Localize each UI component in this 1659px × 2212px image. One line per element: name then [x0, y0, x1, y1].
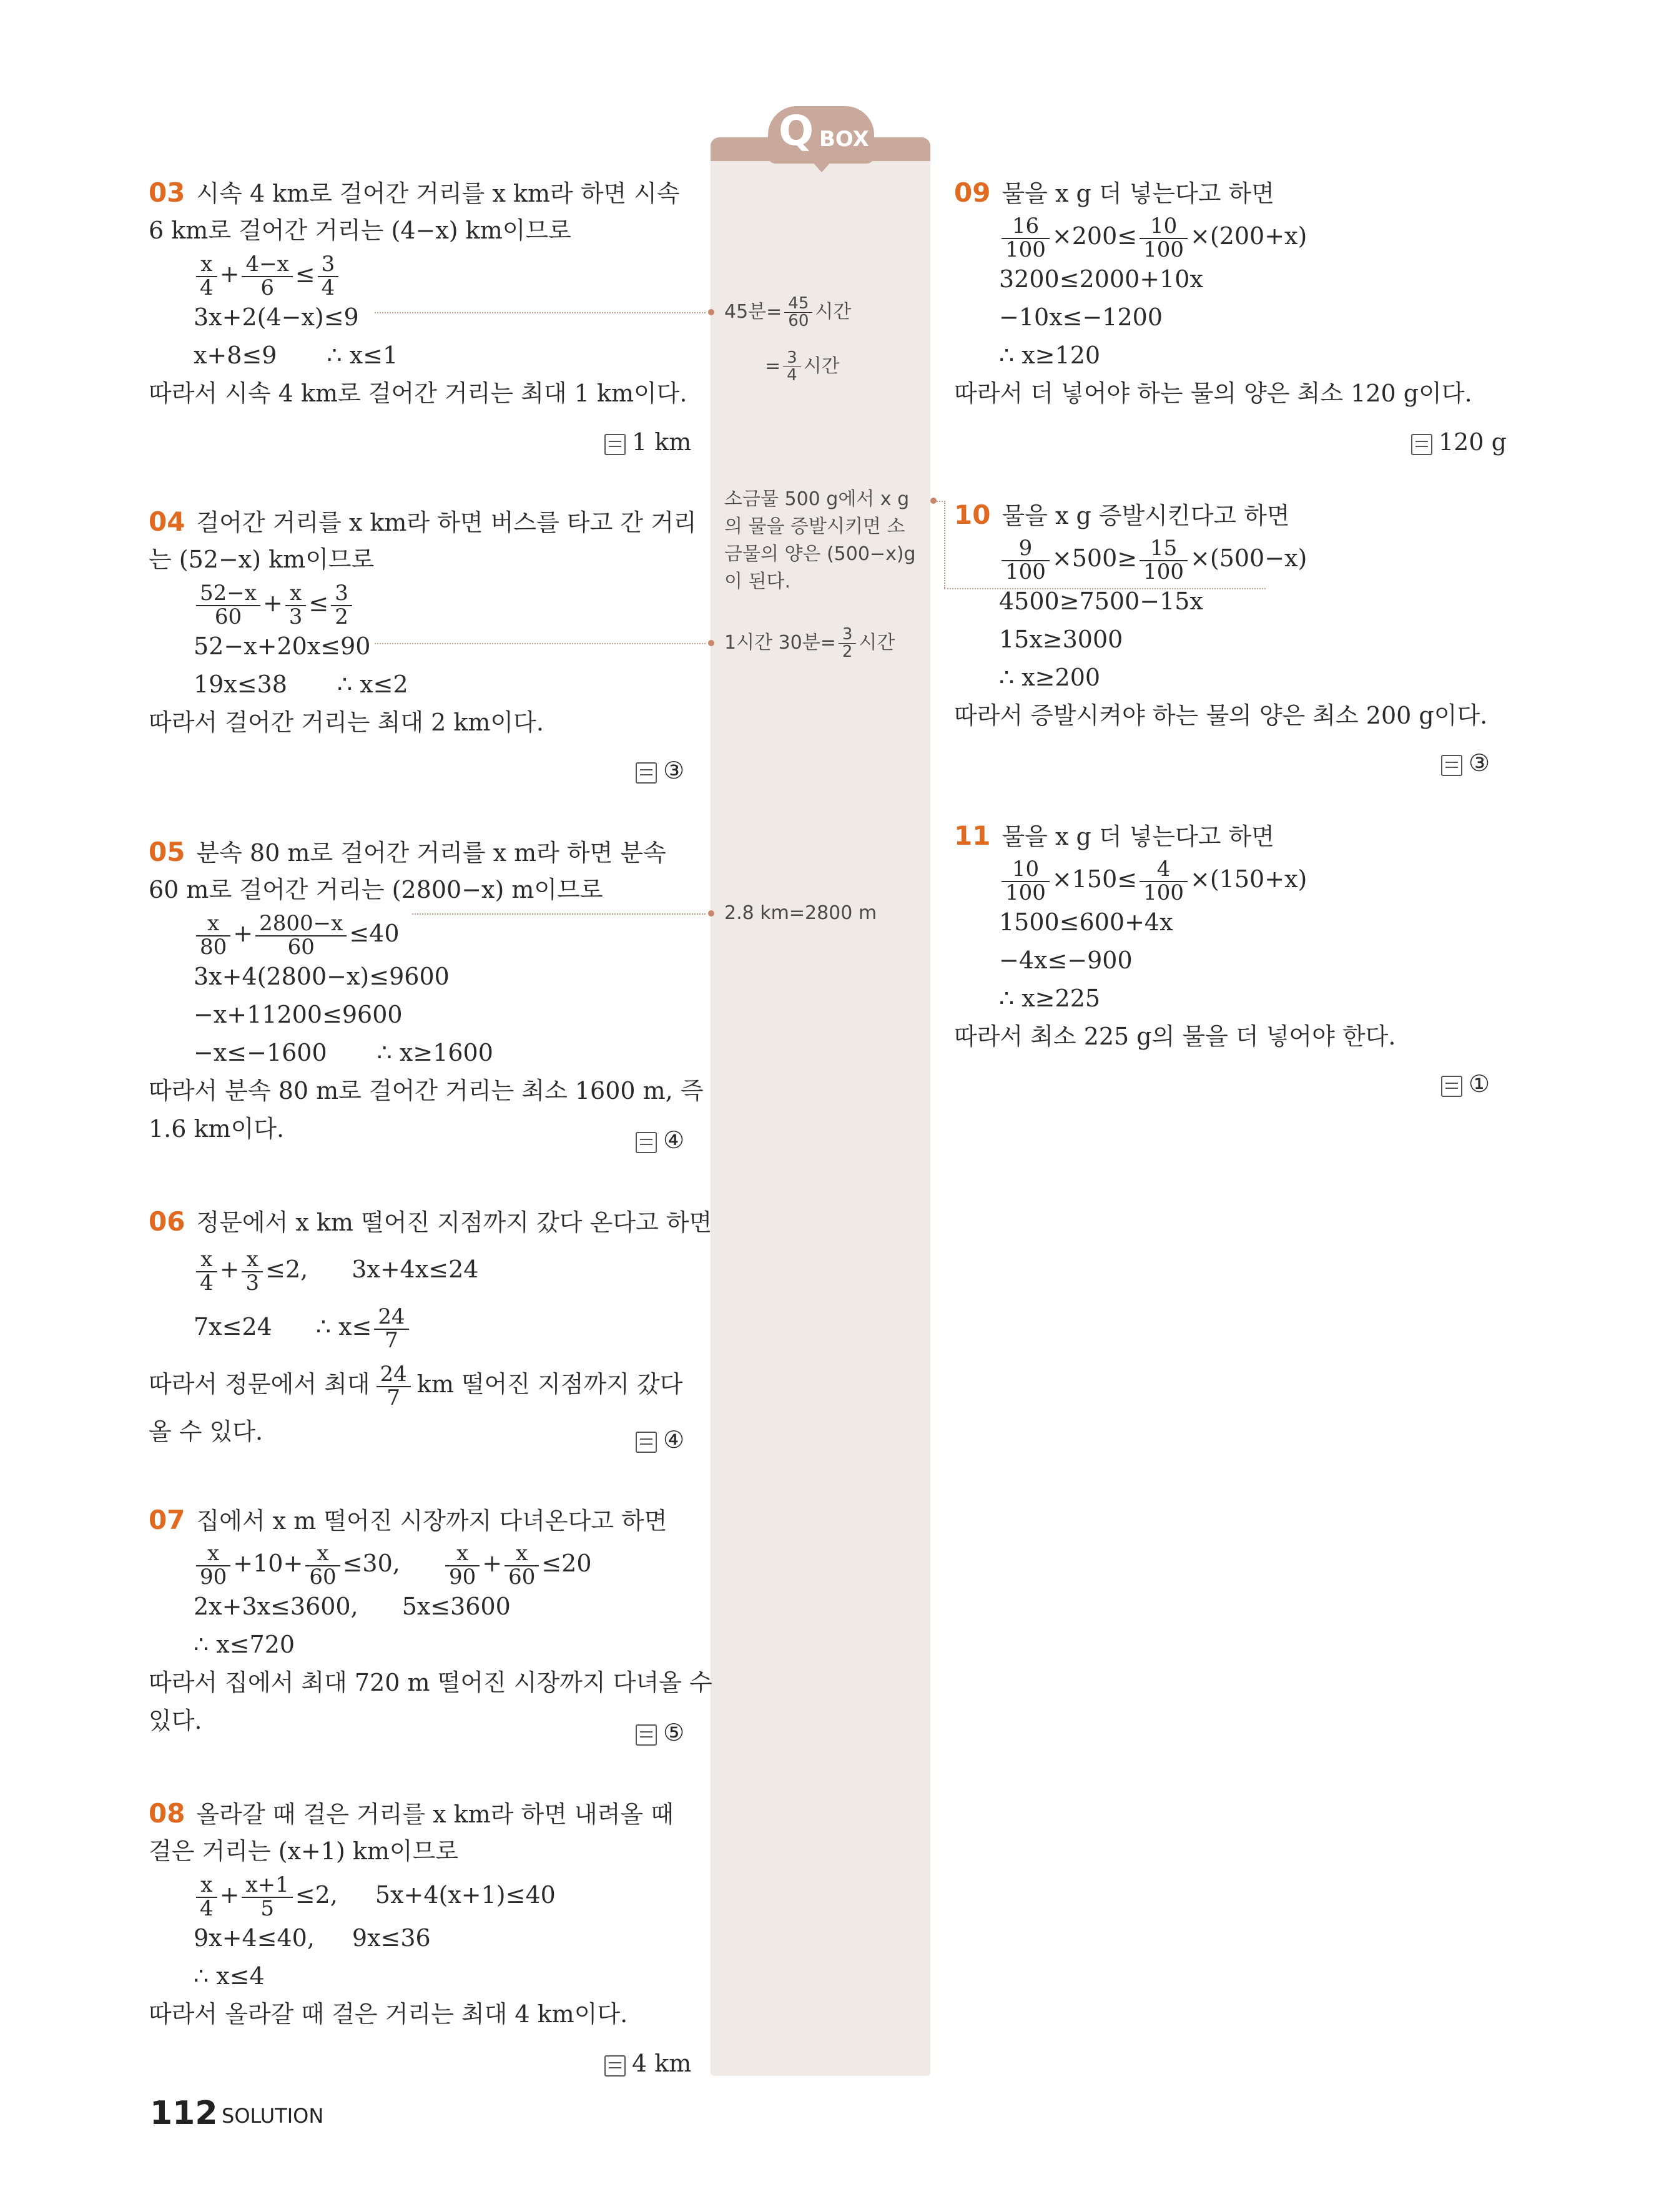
equation: ≤40 — [349, 920, 400, 947]
fraction: $\frac{x}{4}$ — [196, 253, 217, 299]
conclusion-text: 따라서 정문에서 최대 — [149, 1370, 370, 1398]
leader-line — [375, 643, 706, 644]
qbox-pointer — [812, 161, 832, 172]
leader-dot — [708, 910, 714, 917]
problem-text: 물을 x g 증발시킨다고 하면 — [1002, 502, 1290, 529]
equation: 4500≥7500−15x — [999, 587, 1203, 615]
answer-value: ① — [1469, 1070, 1490, 1098]
qbox-note-time-conversion: 45분= $\frac{45}{60}$ 시간 — [724, 293, 852, 330]
footer-label: SOLUTION — [222, 2104, 324, 2128]
equation: 9x+4≤40, — [194, 1924, 315, 1952]
problem-text: 는 (52−x) km이므로 — [149, 546, 375, 573]
conclusion-text: 따라서 분속 80 m로 걸어간 거리는 최소 1600 m, 즉 — [149, 1077, 704, 1104]
equation: 5x+4(x+1)≤40 — [375, 1881, 556, 1909]
qbox-note-time-conversion-2: = $\frac{3}{4}$ 시간 — [765, 348, 840, 385]
problem-03: 03 시속 4 km로 걸어간 거리를 x km라 하면 시속 6 km로 걸어간 거리는 (4−x) km이므로 $\frac{x}{4}$ + $\frac{4-x}{6}$ ≤ $\frac{3}{4}$ 3x+2(4−x)≤9 x+8≤9 ∴ x≤1 따라서 시속 4 km로 걸어간 거리는 최대 1 km이다. — [149, 177, 687, 407]
fraction: $\frac{24}{7}$ — [377, 1364, 411, 1409]
answer-icon — [636, 762, 657, 784]
equation: ∴ x≥120 — [999, 342, 1101, 369]
equation: ×(500−x) — [1190, 544, 1307, 572]
problem-number: 08 — [149, 1798, 185, 1829]
equation: 3200≤2000+10x — [999, 265, 1203, 293]
fraction: $\frac{x}{3}$ — [285, 582, 307, 628]
answer-icon — [1411, 434, 1432, 455]
fraction: $\frac{x}{3}$ — [242, 1249, 263, 1294]
answer-10 — [1441, 749, 1490, 777]
fraction: $\frac{4}{100}$ — [1140, 858, 1188, 904]
equation: ≤2, — [295, 1881, 338, 1909]
answer-value: ③ — [1469, 749, 1490, 777]
equation: ×(150+x) — [1190, 865, 1307, 893]
problem-06: 06 정문에서 x km 떨어진 지점까지 갔다 온다고 하면 $\frac{x}{4}$ + $\frac{x}{3}$ ≤2, 3x+4x≤24 7x≤24 ∴ x≤ $\frac{24}{7}$ 따라서 정문에서 최대 $\frac{24}{7}$ km 떨어진 지점까지 갔다 올 수 있다. — [149, 1206, 712, 1445]
page-number: 112 — [150, 2095, 218, 2132]
leader-line — [375, 312, 706, 313]
leader-dot — [930, 498, 937, 504]
fraction: $\frac{24}{7}$ — [374, 1306, 408, 1352]
fraction: $\frac{10}{100}$ — [1140, 215, 1188, 261]
fraction: $\frac{x}{90}$ — [445, 1543, 480, 1588]
fraction: $\frac{x}{60}$ — [305, 1543, 340, 1588]
answer-value: ③ — [663, 757, 685, 784]
qbox-column — [711, 140, 930, 2076]
qbox-note-distance-conversion: 2.8 km=2800 m — [724, 902, 877, 924]
fraction: $\frac{3}{2}$ — [331, 582, 352, 628]
problem-09 — [954, 174, 1472, 413]
qbox-note-salt-water: 소금물 500 g에서 x g 의 물을 증발시키면 소 금물의 양은 (500−x)g 이 된다. — [724, 488, 916, 592]
equation: ×500≥ — [1051, 544, 1138, 572]
equation: 2x+3x≤3600, — [194, 1593, 358, 1620]
equation: ∴ x≤1 — [327, 342, 398, 369]
answer-07 — [636, 1719, 684, 1746]
leader-dot — [708, 640, 714, 646]
answer-value: 120 g — [1439, 428, 1507, 456]
problem-07: 07 집에서 x m 떨어진 시장까지 다녀온다고 하면 $\frac{x}{90}$ +10+ $\frac{x}{60}$ ≤30, $\frac{x}{90}$ + $\frac{x}{60}$ ≤20 2x+3x≤3600, 5x≤3600 ∴ x≤720 따라서 집에서 최대 720 m 떨어진 시장까지 다녀올 수 있다. — [149, 1505, 712, 1734]
fraction: $\frac{x}{90}$ — [196, 1543, 230, 1588]
answer-icon — [604, 434, 626, 455]
problem-number: 10 — [954, 499, 991, 530]
qbox-q-label: Q — [778, 107, 814, 155]
equation: ∴ x≥225 — [999, 985, 1101, 1012]
equation: 15x≥3000 — [999, 626, 1123, 653]
conclusion-text: 따라서 증발시켜야 하는 물의 양은 최소 200 g이다. — [954, 702, 1488, 729]
fraction: $\frac{x}{60}$ — [505, 1543, 539, 1588]
answer-icon — [636, 1432, 657, 1453]
problem-11 — [954, 817, 1396, 1056]
equation: ≤2, — [265, 1256, 308, 1283]
leader-dot — [708, 309, 714, 315]
fraction: $\frac{15}{100}$ — [1140, 538, 1188, 583]
answer-09 — [1411, 428, 1507, 456]
problem-text: 60 m로 걸어간 거리는 (2800−x) m이므로 — [149, 876, 603, 903]
equation: 52−x+20x≤90 — [194, 632, 371, 660]
problem-text: 분속 80 m로 걸어간 거리를 x m라 하면 분속 — [196, 839, 666, 867]
fraction: $\frac{10}{100}$ — [1002, 858, 1050, 904]
qbox-box-label: BOX — [819, 127, 869, 152]
problem-number: 11 — [954, 820, 991, 851]
answer-value: ④ — [663, 1126, 685, 1154]
answer-03 — [604, 428, 691, 456]
problem-text: 올라갈 때 걸은 거리를 x km라 하면 내려올 때 — [196, 1801, 674, 1828]
problem-text: 시속 4 km로 걸어간 거리를 x km라 하면 시속 — [196, 180, 680, 207]
equation: ∴ x≥1600 — [377, 1039, 493, 1066]
equation: ×200≤ — [1051, 222, 1138, 250]
problem-number: 06 — [149, 1206, 185, 1237]
fraction: $\frac{4-x}{6}$ — [242, 253, 292, 299]
leader-line — [944, 588, 1266, 589]
answer-icon — [636, 1724, 657, 1746]
conclusion-text: 따라서 걸어간 거리는 최대 2 km이다. — [149, 709, 544, 736]
equation: −x≤−1600 — [194, 1039, 327, 1066]
problem-text: 걸은 거리는 (x+1) km이므로 — [149, 1837, 459, 1865]
problem-text: 물을 x g 더 넣는다고 하면 — [1002, 823, 1274, 850]
equation: 3x+4(2800−x)≤9600 — [194, 963, 450, 990]
equation: 9x≤36 — [352, 1924, 431, 1952]
conclusion-text: km 떨어진 지점까지 갔다 — [416, 1370, 683, 1398]
problem-text: 집에서 x m 떨어진 시장까지 다녀온다고 하면 — [196, 1507, 667, 1535]
fraction: $\frac{x}{4}$ — [196, 1874, 217, 1920]
problem-number: 03 — [149, 177, 185, 208]
problem-text: 정문에서 x km 떨어진 지점까지 갔다 온다고 하면 — [196, 1209, 712, 1236]
fraction: $\frac{16}{100}$ — [1002, 215, 1050, 261]
answer-icon — [1441, 755, 1462, 776]
fraction: $\frac{x+1}{5}$ — [242, 1874, 292, 1920]
conclusion-text: 1.6 km이다. — [149, 1115, 285, 1143]
conclusion-text: 따라서 올라갈 때 걸은 거리는 최대 4 km이다. — [149, 2000, 628, 2028]
equation: ≤30, — [342, 1550, 400, 1577]
problem-text: 6 km로 걸어간 거리는 (4−x) km이므로 — [149, 217, 571, 244]
answer-05 — [636, 1126, 684, 1154]
answer-icon — [1441, 1076, 1462, 1097]
equation: 3x+2(4−x)≤9 — [194, 303, 359, 331]
equation: +10+ — [233, 1550, 303, 1577]
answer-icon — [604, 2055, 626, 2077]
problem-text: 걸어간 거리를 x km라 하면 버스를 타고 간 거리 — [196, 509, 697, 536]
equation: −x+11200≤9600 — [194, 1001, 403, 1028]
answer-value: 1 km — [632, 428, 692, 456]
leader-line-vertical — [944, 501, 945, 588]
conclusion-text: 따라서 더 넣어야 하는 물의 양은 최소 120 g이다. — [954, 380, 1472, 407]
problem-number: 09 — [954, 177, 991, 208]
fraction: $\frac{52-x}{60}$ — [196, 582, 260, 628]
answer-11 — [1441, 1070, 1490, 1098]
answer-value: 4 km — [632, 2050, 692, 2077]
problem-05: 05 분속 80 m로 걸어간 거리를 x m라 하면 분속 60 m로 걸어간 거리는 (2800−x) m이므로 $\frac{x}{80}$ + $\frac{2800-x}{60}$ ≤40 3x+4(2800−x)≤9600 −x+11200≤9600 −x≤−1600 ∴ x≥1600 따라서 분속 80 m로 걸어간 거리는 최소 1600 m, 즉 1.6 km이다. — [149, 837, 704, 1143]
problem-number: 05 — [149, 837, 185, 867]
problem-number: 04 — [149, 506, 185, 537]
equation: 3x+4x≤24 — [352, 1256, 479, 1283]
equation: 5x≤3600 — [401, 1593, 511, 1620]
conclusion-text: 올 수 있다. — [149, 1418, 263, 1445]
equation: ≤20 — [541, 1550, 592, 1577]
equation: ∴ x≥200 — [999, 664, 1101, 691]
leader-line — [412, 913, 706, 915]
equation: x+8≤9 — [194, 342, 277, 369]
equation: ×(200+x) — [1190, 222, 1307, 250]
equation: ∴ x≤720 — [194, 1631, 295, 1658]
problem-08: 08 올라갈 때 걸은 거리를 x km라 하면 내려올 때 걸은 거리는 (x+1) km이므로 $\frac{x}{4}$ + $\frac{x+1}{5}$ ≤2, 5x+4(x+1)≤40 9x+4≤40, 9x≤36 ∴ x≤4 따라서 올라갈 때 걸은 거리는 최대 4 km이다. — [149, 1798, 674, 2028]
equation: 1500≤600+4x — [999, 908, 1173, 936]
answer-08 — [604, 2050, 691, 2077]
answer-04 — [636, 757, 684, 784]
qbox-note-time-conversion-3: 1시간 30분= $\frac{3}{2}$ 시간 — [724, 624, 895, 661]
equation: −4x≤−900 — [999, 946, 1133, 974]
answer-value: ④ — [663, 1426, 685, 1453]
equation: ∴ x≤ — [315, 1313, 372, 1340]
equation: ∴ x≤4 — [194, 1962, 265, 1990]
equation: −10x≤−1200 — [999, 303, 1163, 331]
equation: 7x≤24 — [194, 1313, 272, 1340]
answer-value: ⑤ — [663, 1719, 685, 1746]
fraction: $\frac{x}{4}$ — [196, 1249, 217, 1294]
problem-04: 04 걸어간 거리를 x km라 하면 버스를 타고 간 거리 는 (52−x) km이므로 $\frac{52-x}{60}$ + $\frac{x}{3}$ ≤ $\frac{3}{2}$ 52−x+20x≤90 19x≤38 ∴ x≤2 따라서 걸어간 거리는 최대 2 km이다. — [149, 506, 697, 736]
conclusion-text: 있다. — [149, 1707, 202, 1734]
problem-number: 07 — [149, 1505, 185, 1535]
fraction: $\frac{x}{80}$ — [196, 913, 230, 958]
conclusion-text: 따라서 집에서 최대 720 m 떨어진 시장까지 다녀올 수 — [149, 1669, 712, 1696]
fraction: $\frac{3}{4}$ — [318, 253, 339, 299]
fraction: $\frac{2800-x}{60}$ — [255, 913, 347, 958]
fraction: $\frac{9}{100}$ — [1002, 538, 1050, 583]
problem-text: 물을 x g 더 넣는다고 하면 — [1002, 180, 1274, 207]
equation: 19x≤38 — [194, 671, 287, 698]
equation: ×150≤ — [1051, 865, 1138, 893]
answer-06 — [636, 1426, 684, 1453]
conclusion-text: 따라서 최소 225 g의 물을 더 넣어야 한다. — [954, 1023, 1396, 1050]
answer-icon — [636, 1132, 657, 1153]
conclusion-text: 따라서 시속 4 km로 걸어간 거리는 최대 1 km이다. — [149, 380, 687, 407]
problem-10 — [954, 496, 1487, 735]
equation: ∴ x≤2 — [337, 671, 408, 698]
